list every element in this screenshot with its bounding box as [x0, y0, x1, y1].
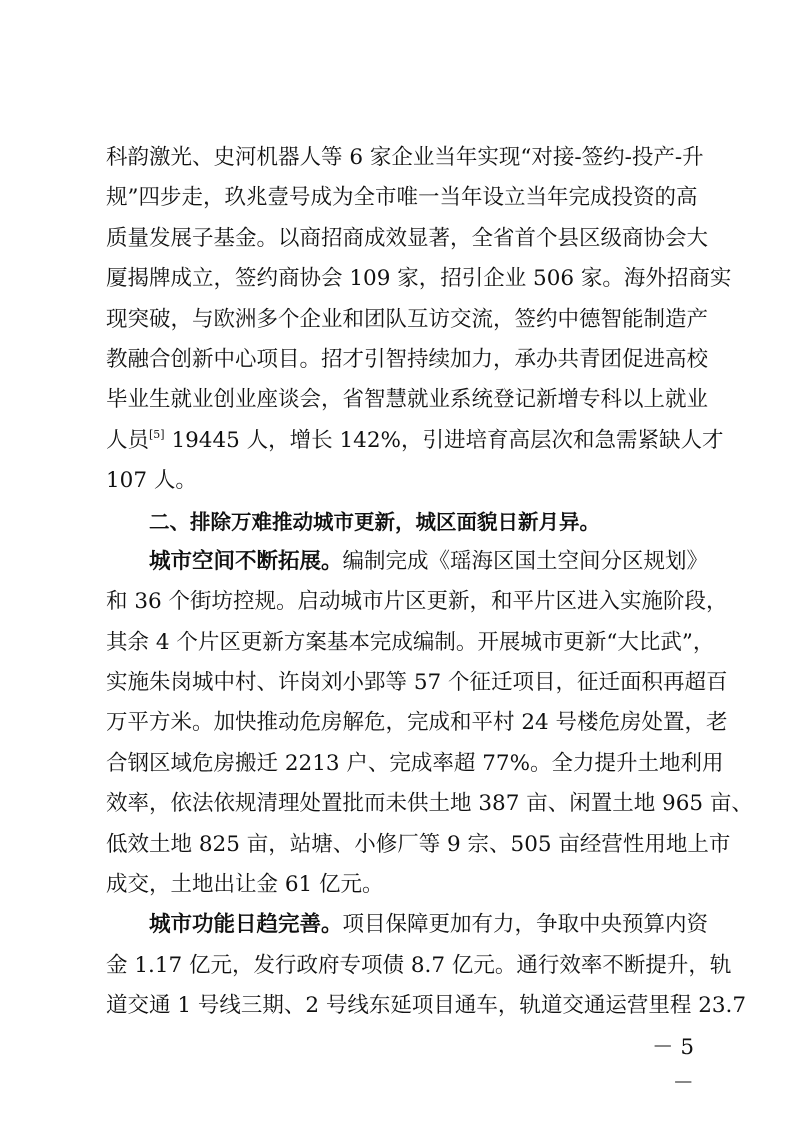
text-line: 现突破，与欧洲多个企业和团队互访交流，签约中德智能制造产 [106, 306, 709, 332]
paragraph-lead: 城市功能日趋完善。 [149, 912, 343, 938]
text-fragment: 编制完成《瑶海区国土空间分区规划》 [342, 548, 709, 574]
text-line: 科韵激光、史河机器人等 6 家企业当年实现“对接-签约-投产-升 [106, 145, 704, 170]
page-number: － 5 － [651, 1035, 694, 1096]
text-line: 合钢区域危房搬迁 2213 户、完成率超 77%。全力提升土地利用 [106, 750, 724, 776]
page-body [106, 140, 753, 1029]
text-line [106, 907, 709, 943]
text-line: 教融合创新中心项目。招才引智持续加力，承办共青团促进高校 [106, 346, 709, 372]
text-line: 毕业生就业创业座谈会，省智慧就业系统登记新增专科以上就业 [106, 387, 709, 413]
text-line: 规”四步走，玖兆壹号成为全市唯一当年设立当年完成投资的高 [106, 185, 698, 211]
text-line: 和 36 个街坊控规。启动城市片区更新，和平片区进入实施阶段， [106, 589, 728, 615]
text-line: 成交，土地出让金 61 亿元。 [106, 872, 384, 898]
text-line: 万平方米。加快推动危房解危，完成和平村 24 号楼危房处置，老 [106, 710, 728, 736]
text-line: 低效土地 825 亩，站塘、小修厂等 9 宗、505 亩经营性用地上市 [106, 831, 731, 857]
paragraph-investment [106, 140, 732, 499]
paragraph-lead: 城市空间不断拓展。 [149, 548, 343, 574]
text-line: 质量发展子基金。以商招商成效显著，全省首个县区级商协会大 [106, 225, 709, 251]
paragraph-urban-function [106, 907, 747, 1024]
text-line: 实施朱岗城中村、许岗刘小郢等 57 个征迁项目，征迁面积再超百 [106, 670, 728, 696]
text-line: 效率，依法依规清理处置批而未供土地 387 亩、闲置土地 965 亩、 [106, 791, 753, 817]
section-heading: 二、排除万难推动城市更新，城区面貌日新月异。 [149, 509, 600, 534]
text-line-with-footnote [106, 423, 724, 459]
text-line: 道交通 1 号线三期、2 号线东延项目通车，轨道交通运营里程 23.7 [106, 993, 747, 1019]
paragraph-urban-space [106, 544, 753, 903]
text-line: 107 人。 [106, 468, 197, 494]
text-fragment: 19445 人，增长 142%，引进培育高层次和急需紧缺人才 [164, 427, 724, 453]
text-line: 其余 4 个片区更新方案基本完成编制。开展城市更新“大比武”， [106, 629, 715, 655]
footnote-reference: [5] [149, 427, 165, 441]
text-fragment: 项目保障更加有力，争取中央预算内资 [342, 912, 709, 938]
text-line: 金 1.17 亿元，发行政府专项债 8.7 亿元。通行效率不断提升，轨 [106, 952, 732, 978]
text-line [106, 544, 709, 580]
text-fragment: 人员 [106, 427, 150, 453]
text-line: 厦揭牌成立，签约商协会 109 家，招引企业 506 家。海外招商实 [106, 266, 732, 292]
